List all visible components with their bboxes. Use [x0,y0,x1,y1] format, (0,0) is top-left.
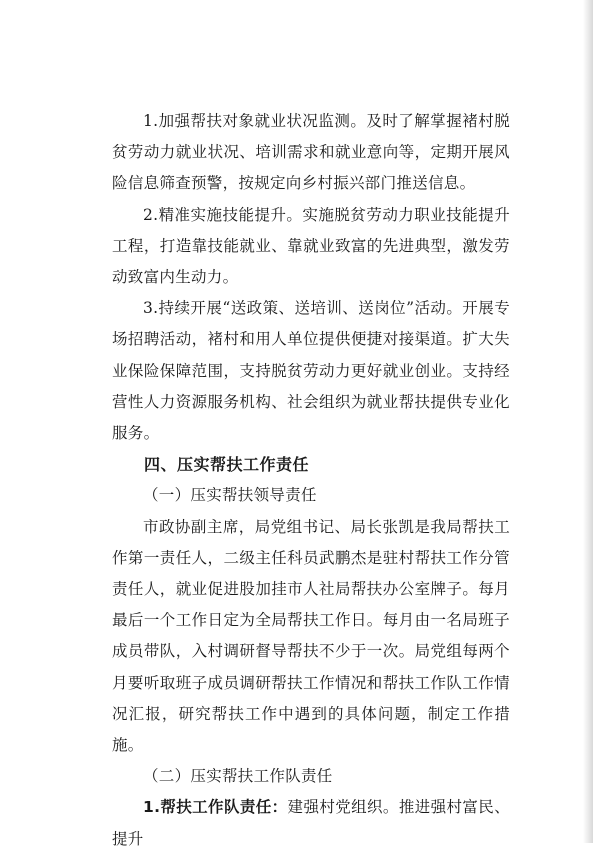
paragraph-workteam-responsibility [112,792,510,854]
subheading-workteam-responsibility: （二）压实帮扶工作队责任 [143,767,333,786]
paragraph-skill-improvement: 2.精准实施技能提升。实施脱贫劳动力职业技能提升工程，打造靠技能就业、靠就业致富的先进典型，激发劳动致富内生动力。 [112,205,510,287]
subheading-leadership-responsibility: （一）压实帮扶领导责任 [143,486,317,505]
paragraph-leadership-responsibility: 市政协副主席，局党组书记、局长张凯是我局帮扶工作第一责任人，二级主任科员武鹏杰是驻村帮扶工作分管责任人，就业促进股加挂市人社局帮扶办公室牌子。每月最后一个工作日定为全局帮扶工作日。每月由一名局班子成员带队，入村调研督导帮扶不少于一次。局党组每两个月要听取班子成员调研帮扶工作情况和帮扶工作队工作情况汇报，研究帮扶工作中遇到的具体问题，制定工作措施。 [112,517,510,755]
paragraph-employment-monitoring: 1.加强帮扶对象就业状况监测。及时了解掌握褚村脱贫劳动力就业状况、培训需求和就业意向等，定期开展风险信息筛查预警，按规定向乡村振兴部门推送信息。 [112,112,510,193]
section-heading-responsibility: 四、压实帮扶工作责任 [144,455,310,475]
paragraph-send-policy-activity: 3.持续开展“送政策、送培训、送岗位”活动。开展专场招聘活动，褚村和用人单位提供便捷对接渠道。扩大失业保险保障范围，支持脱贫劳动力更好就业创业。支持经营性人力资源服务机构、社会组织为就业帮扶提供专业化服务。 [112,299,510,443]
document-body [112,106,510,855]
workteam-responsibility-text: 建强村党组织。推进强村富民、提升 [112,798,510,848]
page-edge-shadow [583,0,593,843]
workteam-responsibility-label: 1.帮扶工作队责任： [143,798,288,817]
